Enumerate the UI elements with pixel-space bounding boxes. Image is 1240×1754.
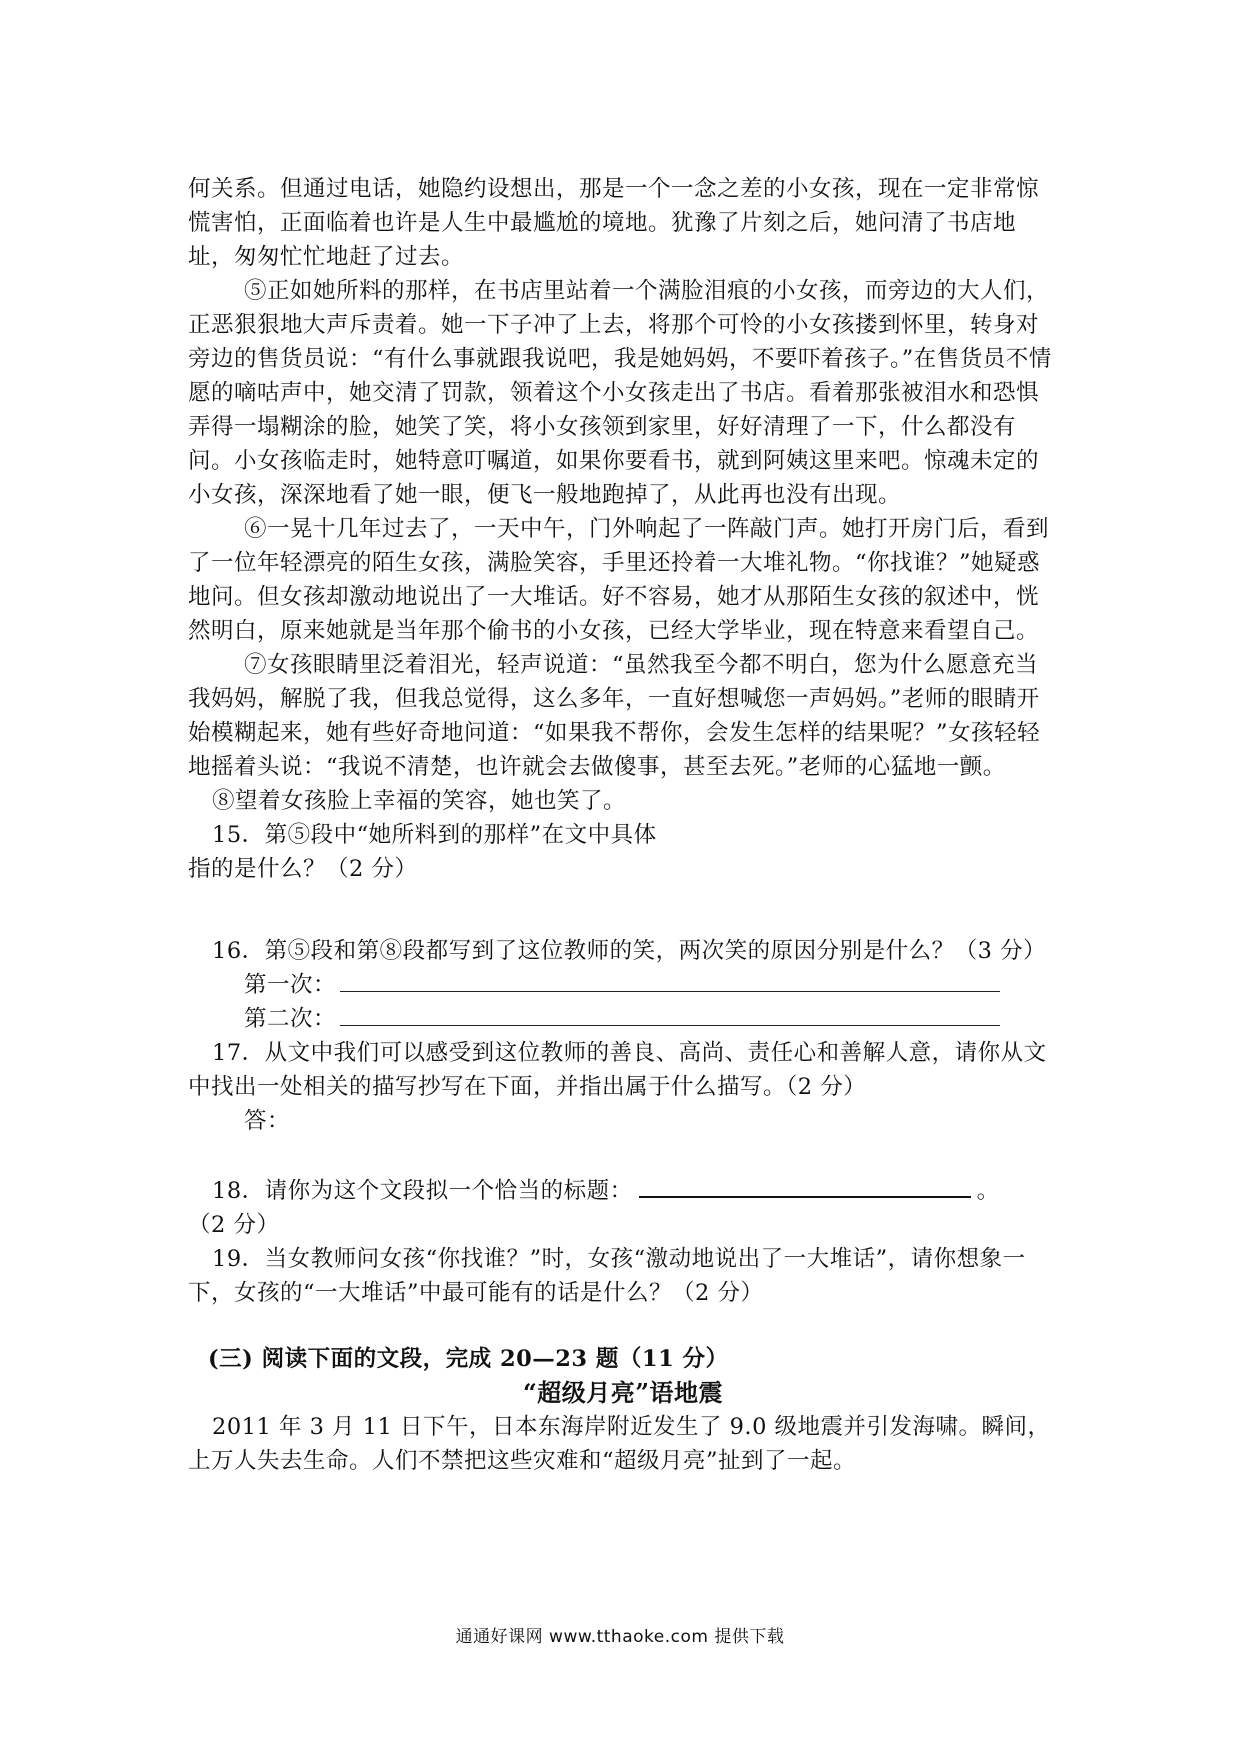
article-title: “超级月亮”语地震 bbox=[522, 1378, 724, 1407]
passage-paragraph-7: ⑦女孩眼睛里泛着泪光，轻声说道：“虽然我至今都不明白，您为什么愿意充当我妈妈，解脱了我，但我总觉得，这么多年，一直好想喊您一声妈妈。”老师的眼睛开始模糊起来，她有些好奇地问道：“如果我不帮你，会发生怎样的结果呢？”女孩轻轻地摇着头说：“我说不清楚，也许就会去做傻事，甚至去死。”老师的心猛地一颤。 bbox=[188, 652, 1041, 780]
answer-16-second bbox=[188, 1002, 1058, 1036]
page-footer: 通通好课网 www.tthaoke.com 提供下载 bbox=[455, 1627, 785, 1647]
page-content bbox=[188, 172, 1058, 1478]
passage-paragraph-4-end: 何关系。但通过电话，她隐约设想出，那是一个一念之差的小女孩，现在一定非常惊慌害怕，正面临着也许是人生中最尴尬的境地。犹豫了片刻之后，她问清了书店地址，匆匆忙忙地赶了过去。 bbox=[188, 176, 1040, 270]
question-17: 17．从文中我们可以感受到这位教师的善良、高尚、责任心和善解人意，请你从文中找出一处相关的描写抄写在下面，并指出属于什么描写。（2 分） bbox=[188, 1040, 1047, 1100]
answer-16-second-label: 第二次： bbox=[244, 1006, 337, 1032]
question-15-line1: 15．第⑤段中“她所料到的那样”在文中具体 bbox=[212, 822, 657, 848]
title-blank-line[interactable] bbox=[639, 1170, 971, 1198]
article-paragraph-1: 2011 年 3 月 11 日下午，日本东海岸附近发生了 9.0 级地震并引发海啸。瞬间，上万人失去生命。人们不禁把这些灾难和“超级月亮”扯到了一起。 bbox=[188, 1414, 1051, 1474]
question-15-line2: 指的是什么？（2 分） bbox=[188, 856, 418, 882]
question-16: 16．第⑤段和第⑧段都写到了这位教师的笑，两次笑的原因分别是什么？（3 分） bbox=[212, 938, 1047, 964]
answer-16-first-line[interactable] bbox=[340, 969, 1000, 992]
question-18-score: （2 分） bbox=[188, 1212, 280, 1238]
question-18 bbox=[188, 1170, 1058, 1208]
answer-space-17[interactable] bbox=[188, 1138, 1058, 1170]
answer-16-second-line[interactable] bbox=[340, 1003, 1000, 1026]
answer-17-label: 答： bbox=[244, 1108, 291, 1134]
answer-space-19[interactable] bbox=[188, 1310, 1058, 1342]
question-19: 19．当女教师问女孩“你找谁？”时，女孩“激动地说出了一大堆话”，请你想象一下，女孩的“一大堆话”中最可能有的话是什么？（2 分） bbox=[188, 1246, 1026, 1306]
question-18-prompt: 18．请你为这个文段拟一个恰当的标题： bbox=[212, 1178, 633, 1204]
passage-paragraph-8: ⑧望着女孩脸上幸福的笑容，她也笑了。 bbox=[212, 788, 627, 814]
question-18-period: 。 bbox=[976, 1178, 1000, 1204]
passage-paragraph-5: ⑤正如她所料的那样，在书店里站着一个满脸泪痕的小女孩，而旁边的大人们，正恶狠狠地大声斥责着。她一下子冲了上去，将那个可怜的小女孩搂到怀里，转身对旁边的售货员说：“有什么事就跟我说吧，我是她妈妈，不要吓着孩子。”在售货员不情愿的嘀咕声中，她交清了罚款，领着这个小女孩走出了书店。看着那张被泪水和恐惧弄得一塌糊涂的脸，她笑了笑，将小女孩领到家里，好好清理了一下，什么都没有问。小女孩临走时，她特意叮嘱道，如果你要看书，就到阿姨这里来吧。惊魂未定的小女孩，深深地看了她一眼，便飞一般地跑掉了，从此再也没有出现。 bbox=[188, 278, 1052, 508]
answer-space-15[interactable] bbox=[188, 886, 1058, 934]
section-3-heading: (三) 阅读下面的文段，完成 20—23 题（11 分） bbox=[208, 1346, 729, 1372]
answer-16-first bbox=[188, 968, 1058, 1002]
answer-16-first-label: 第一次： bbox=[244, 972, 337, 998]
passage-paragraph-6: ⑥一晃十几年过去了，一天中午，门外响起了一阵敲门声。她打开房门后，看到了一位年轻漂亮的陌生女孩，满脸笑容，手里还拎着一大堆礼物。“你找谁？”她疑惑地问。但女孩却激动地说出了一大堆话。好不容易，她才从那陌生女孩的叙述中，恍然明白，原来她就是当年那个偷书的小女孩，已经大学毕业，现在特意来看望自己。 bbox=[188, 516, 1050, 644]
